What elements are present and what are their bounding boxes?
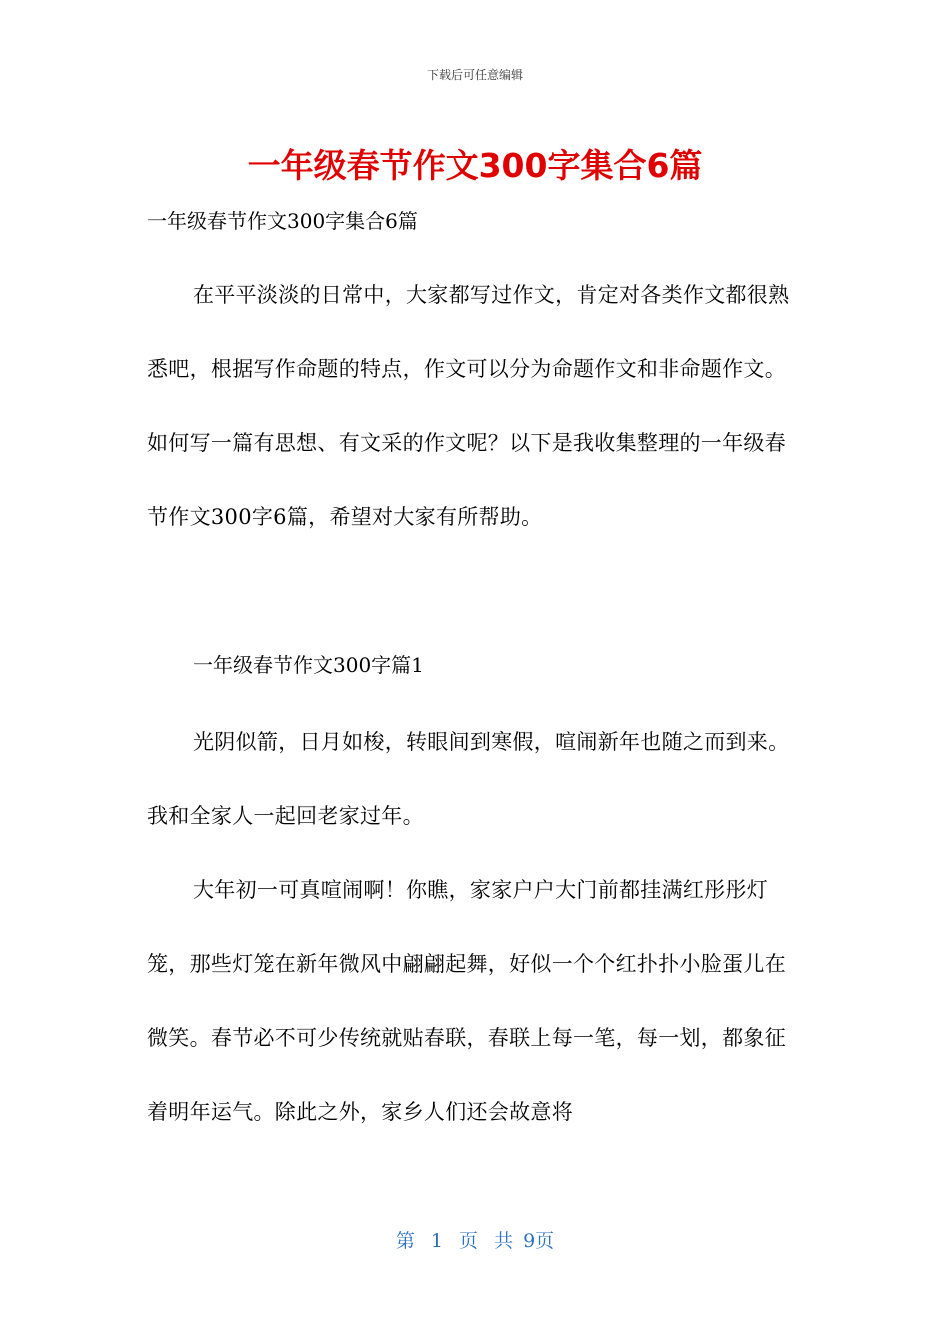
- header-note: 下载后可任意编辑: [426, 68, 523, 82]
- footer-page-label: 页: [459, 1230, 479, 1252]
- footer-total-pages: 9页: [523, 1230, 555, 1252]
- footer-total-prefix: 共: [494, 1230, 514, 1252]
- document-title: 一年级春节作文300字集合6篇: [247, 146, 703, 185]
- body-paragraph-1: 光阴似箭，日月如梭，转眼间到寒假，喧闹新年也随之而到来。我和全家人一起回老家过年。: [147, 730, 790, 828]
- body-paragraph-2: 大年初一可真喧闹啊！你瞧，家家户户大门前都挂满红彤彤灯笼，那些灯笼在新年微风中翩翩起舞，好似一个个红扑扑小脸蛋儿在微笑。春节必不可少传统就贴春联，春联上每一笔，每一划，都象征着明年运气。除此之外，家乡人们还会故意将: [147, 878, 786, 1124]
- footer-page-number: 1: [430, 1230, 443, 1252]
- footer-prefix: 第: [395, 1230, 415, 1252]
- page-number-footer: [0, 1226, 950, 1253]
- section-heading: 一年级春节作文300字篇1: [193, 653, 424, 677]
- intro-paragraph: 在平平淡淡的日常中，大家都写过作文，肯定对各类作文都很熟悉吧，根据写作命题的特点，作文可以分为命题作文和非命题作文。如何写一篇有思想、有文采的作文呢？以下是我收集整理的一年级春节作文300字6篇，希望对大家有所帮助。: [147, 283, 790, 529]
- document-subtitle: 一年级春节作文300字集合6篇: [147, 209, 418, 233]
